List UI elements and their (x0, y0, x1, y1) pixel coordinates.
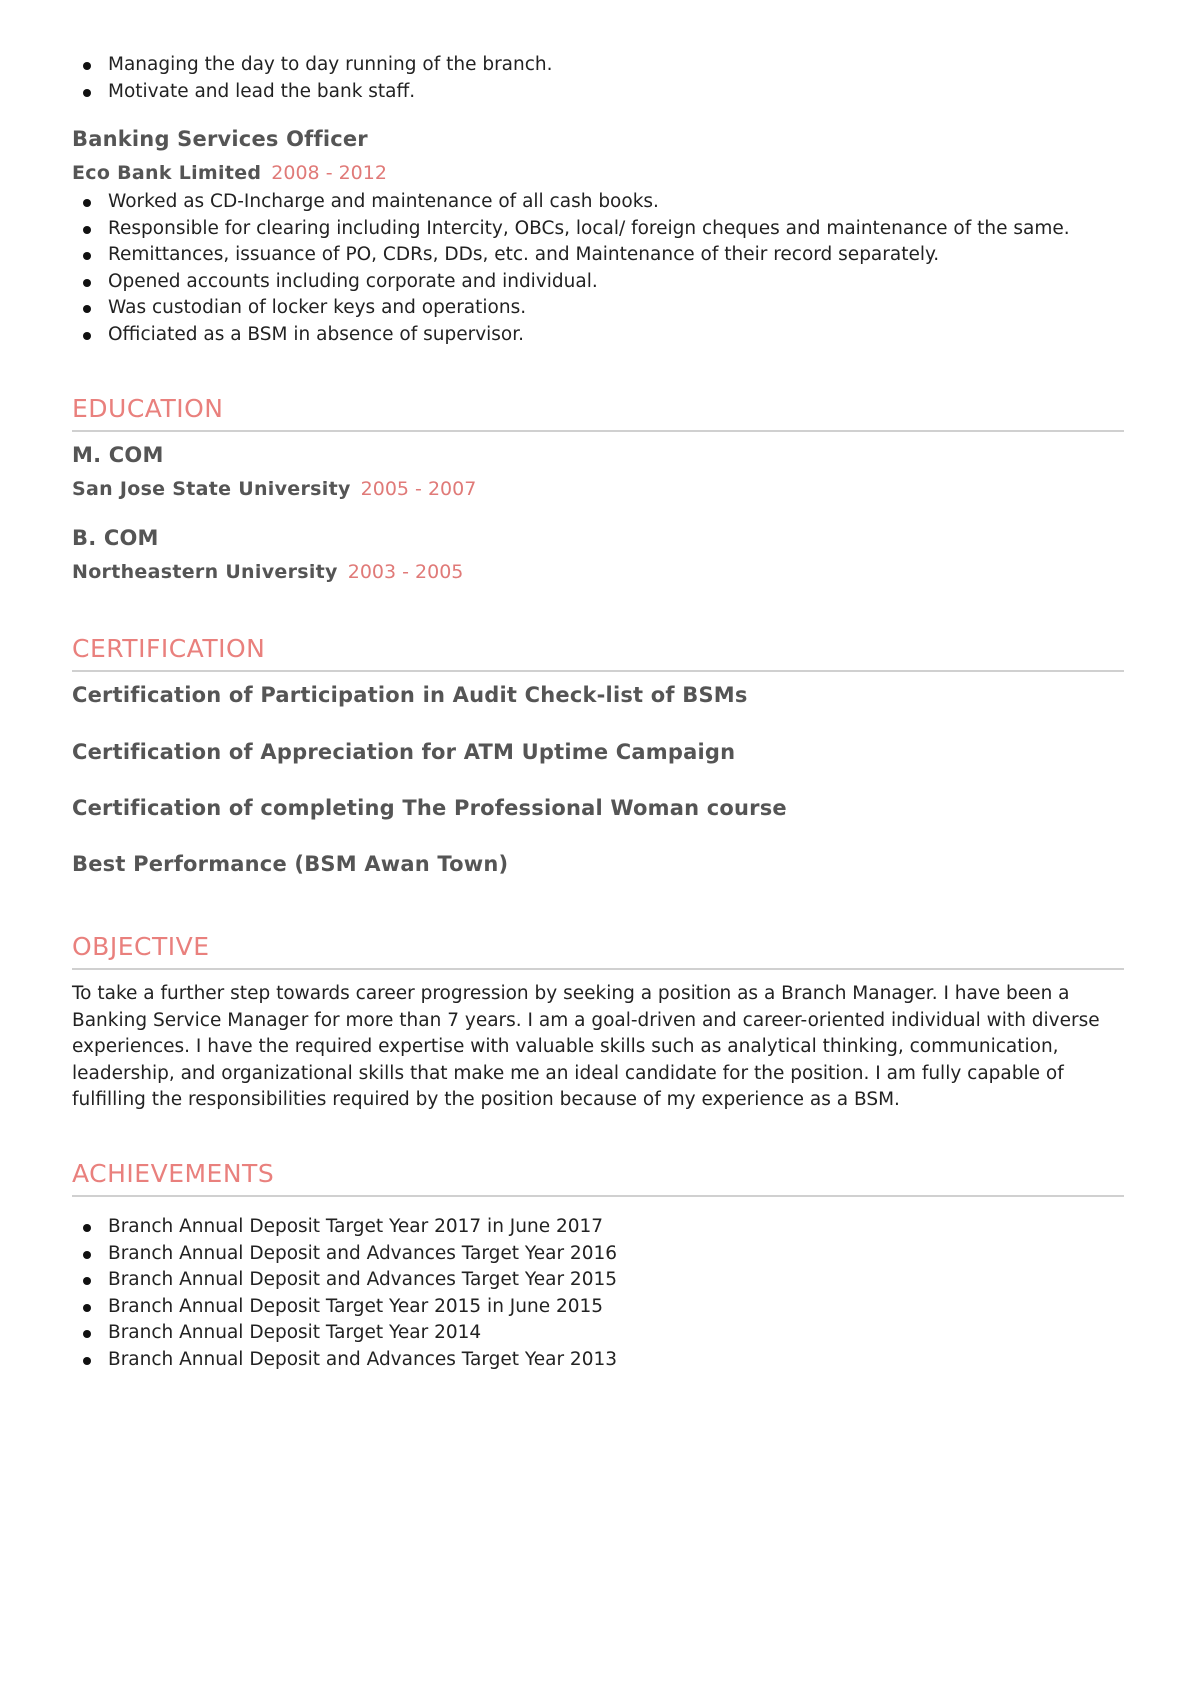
bullet-icon (83, 1251, 91, 1259)
bullet-icon (83, 199, 91, 207)
objective-section-header (72, 932, 1124, 970)
resume-page (72, 0, 1124, 1698)
school-line (72, 478, 476, 500)
list-item: Branch Annual Deposit Target Year 2017 in June 2017 (72, 1214, 617, 1241)
school-name: San Jose State University (72, 478, 351, 500)
school-years: 2005 - 2007 (360, 478, 477, 500)
list-item: Was custodian of locker keys and operations. (72, 295, 1070, 322)
bullet-icon (83, 1224, 91, 1232)
job-org-line (72, 162, 387, 184)
list-item: Managing the day to day running of the branch. (72, 52, 553, 79)
degree: M. COM (72, 443, 164, 467)
certification-item: Certification of Participation in Audit Check-list of BSMs (72, 683, 748, 707)
bullet-icon (83, 1357, 91, 1365)
bullet-icon (83, 62, 91, 70)
certification-item: Certification of Appreciation for ATM Uptime Campaign (72, 740, 736, 764)
certification-item: Best Performance (BSM Awan Town) (72, 852, 509, 876)
list-item: Branch Annual Deposit Target Year 2014 (72, 1320, 617, 1347)
bullet-icon (83, 332, 91, 340)
degree: B. COM (72, 526, 159, 550)
company-name: Eco Bank Limited (72, 162, 262, 184)
objective-paragraph: To take a further step towards career progression by seeking a position as a Branch Manager. I have been a Banking Service Manager for more than 7 years. I am a goal-driven and career-oriented individual with diverse experiences. I have the required expertise with valuable skills such as analytical thinking, communication, leadership, and organizational skills that make me an ideal candidate for the position. I am fully capable of fulfilling the responsibilities required by the position because of my experience as a BSM. (72, 983, 1100, 1111)
previous-job-bullets (72, 52, 553, 105)
section-title: CERTIFICATION (72, 634, 266, 663)
section-divider (72, 430, 1124, 432)
bullet-icon (83, 226, 91, 234)
list-item: Branch Annual Deposit and Advances Target Year 2013 (72, 1347, 617, 1374)
section-title: EDUCATION (72, 394, 224, 423)
school-line (72, 561, 463, 583)
bullet-icon (83, 252, 91, 260)
section-divider (72, 1195, 1124, 1197)
list-item: Remittances, issuance of PO, CDRs, DDs, etc. and Maintenance of their record separately. (72, 242, 1070, 269)
bullet-icon (83, 279, 91, 287)
school-years: 2003 - 2005 (347, 561, 464, 583)
list-item: Branch Annual Deposit and Advances Target Year 2016 (72, 1241, 617, 1268)
job-bullets (72, 189, 1070, 349)
achievements-list (72, 1214, 617, 1374)
bullet-icon (83, 305, 91, 313)
list-item: Responsible for clearing including Intercity, OBCs, local/ foreign cheques and maintenance of the same. (72, 216, 1070, 243)
list-item: Worked as CD-Incharge and maintenance of all cash books. (72, 189, 1070, 216)
section-title: ACHIEVEMENTS (72, 1159, 275, 1188)
achievements-section-header (72, 1159, 1124, 1197)
clipped-text (108, 28, 114, 39)
bullet-icon (83, 1277, 91, 1285)
list-item: Opened accounts including corporate and individual. (72, 269, 1070, 296)
list-item: Officiated as a BSM in absence of supervisor. (72, 322, 1070, 349)
bullet-icon (83, 1330, 91, 1338)
bullet-icon (83, 89, 91, 97)
list-item: Branch Annual Deposit and Advances Target Year 2015 (72, 1267, 617, 1294)
section-divider (72, 968, 1124, 970)
school-name: Northeastern University (72, 561, 338, 583)
list-item: Branch Annual Deposit Target Year 2015 in June 2015 (72, 1294, 617, 1321)
education-section-header (72, 394, 1124, 432)
section-divider (72, 670, 1124, 672)
list-item: Motivate and lead the bank staff. (72, 79, 553, 106)
section-title: OBJECTIVE (72, 932, 210, 961)
job-years: 2008 - 2012 (271, 162, 387, 184)
certification-item: Certification of completing The Professional Woman course (72, 796, 787, 820)
bullet-icon (83, 1304, 91, 1312)
certification-section-header (72, 634, 1124, 672)
clipped-text-fragment (72, 28, 412, 44)
job-title: Banking Services Officer (72, 127, 368, 151)
